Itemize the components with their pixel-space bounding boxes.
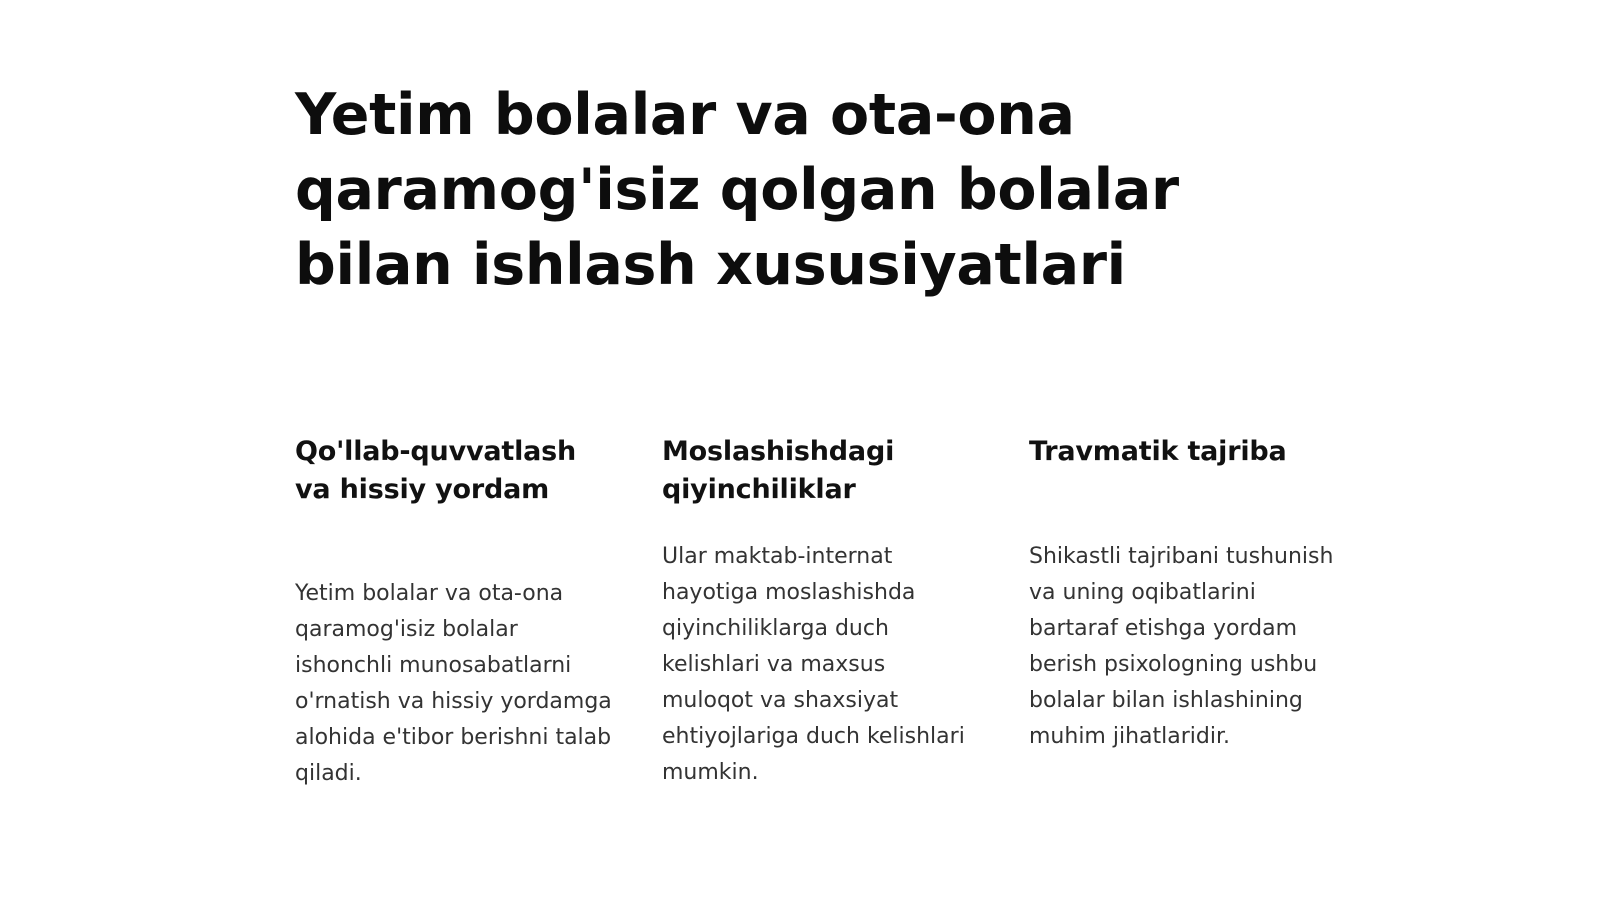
- column-text: Shikastli tajribani tushunish va uning oqibatlarini bartaraf etishga yordam berish psixologning ushbu bolalar bilan ishlashining muhim jihatlaridir.: [1029, 544, 1334, 749]
- slide: [295, 78, 1345, 786]
- column-adaptation: [662, 433, 982, 785]
- column-heading: Qo'llab-quvvatlash va hissiy yordam: [295, 436, 577, 505]
- column-text: Ular maktab-internat hayotiga moslashishda qiyinchiliklarga duch kelishlari va maxsus muloqot va shaxsiyat ehtiyojlariga duch kelishlari mumkin.: [662, 544, 965, 785]
- column-heading: Travmatik tajriba: [1029, 436, 1287, 467]
- column-text: Yetim bolalar va ota-ona qaramog'isiz bolalar ishonchli munosabatlarni o'rnatish va hissiy yordamga alohida e'tibor berishni talab qiladi.: [295, 581, 612, 786]
- page-title: Yetim bolalar va ota-ona qaramog'isiz qolgan bolalar bilan ishlash xususiyatlari: [295, 82, 1179, 298]
- column-support: [295, 433, 615, 786]
- column-trauma: [1029, 433, 1349, 749]
- column-heading: Moslashishdagi qiyinchiliklar: [662, 436, 895, 505]
- content-columns: [295, 433, 1345, 813]
